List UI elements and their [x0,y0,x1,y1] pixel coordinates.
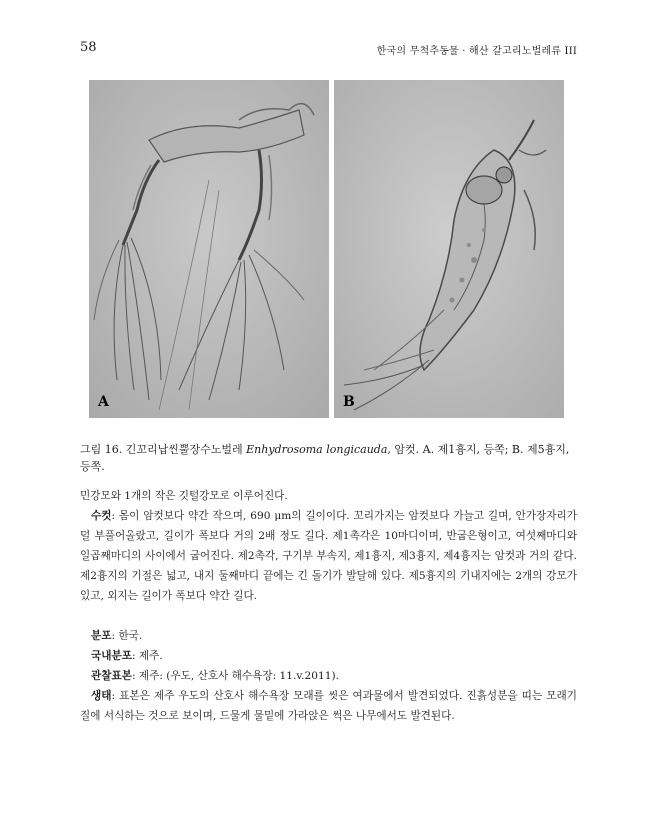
distribution-heading: 분포 [91,630,112,642]
local-distribution-value: : 제주. [131,650,163,662]
specimen-value: : 제주: (우도, 산호사 해수욕장: 11.v.2011). [131,670,339,682]
micrograph-panel-a [89,80,329,418]
page-header [80,40,577,60]
running-title: 한국의 무척추동물 · 해산 갈고리노벌레류 III [376,46,577,57]
panel-label-b: B [343,394,355,410]
caption-species: Enhydrosoma longicauda [246,443,388,456]
male-paragraph [80,506,577,606]
local-distribution-heading: 국내분포 [91,650,132,662]
page-number: 58 [80,40,97,55]
micrograph-panel-b [334,80,564,418]
local-distribution-line [80,646,577,666]
male-heading: 수컷 [91,510,112,522]
distribution-value: : 한국. [111,630,143,642]
caption-suffix: , 암컷. A. 제1흉지, 등쪽; B. 제5흉지, 등쪽. [80,443,570,473]
figure-caption [80,442,580,475]
ecology-paragraph [80,686,577,726]
ecology-heading: 생태 [91,690,112,702]
micrograph-b-image [334,80,564,418]
panel-label-a: A [98,394,109,410]
micrograph-a-image [89,80,329,418]
distribution-line [80,626,577,646]
male-description: : 몸이 암컷보다 약간 작으며, 690 μm의 길이이다. 꼬리가지는 암컷보다 가늘고 길며, 안가장자리가 덜 부풀어올랐고, 길이가 폭보다 거의 2배 정도 길다. 제1촉각은 10마디이며, 반굽은형이고, 여섯째마디와 일곱째마디의 사이에서 굽어진다. 제2촉각, 구기부 부속지, 제1흉지, 제3흉지, 제4흉지는 암컷과 거의 같다. 제2흉지의 기절은 넓고, 내지 둘째마디 끝에는 긴 돌기가 발달해 있다. 제5흉지의 기내지에는 2개의 강모가 있고, 외지는 길이가 폭보다 약간 길다. [80,510,577,602]
specimen-line [80,666,577,686]
ecology-description: : 표본은 제주 우도의 산호사 해수욕장 모래를 씻은 여과물에서 발견되었다. 진흙성분을 띠는 모래기질에 서식하는 것으로 보이며, 드물게 물밑에 가라앉은 썩은 나무에서도 발견된다. [80,690,577,722]
specimen-heading: 관찰표본 [91,670,132,682]
intro-line: 민강모와 1개의 작은 깃털강모로 이루어진다. [80,490,288,502]
caption-prefix: 그림 16. 긴꼬리납씬뿔장수노벌레 [80,443,247,456]
body-text [80,486,577,726]
